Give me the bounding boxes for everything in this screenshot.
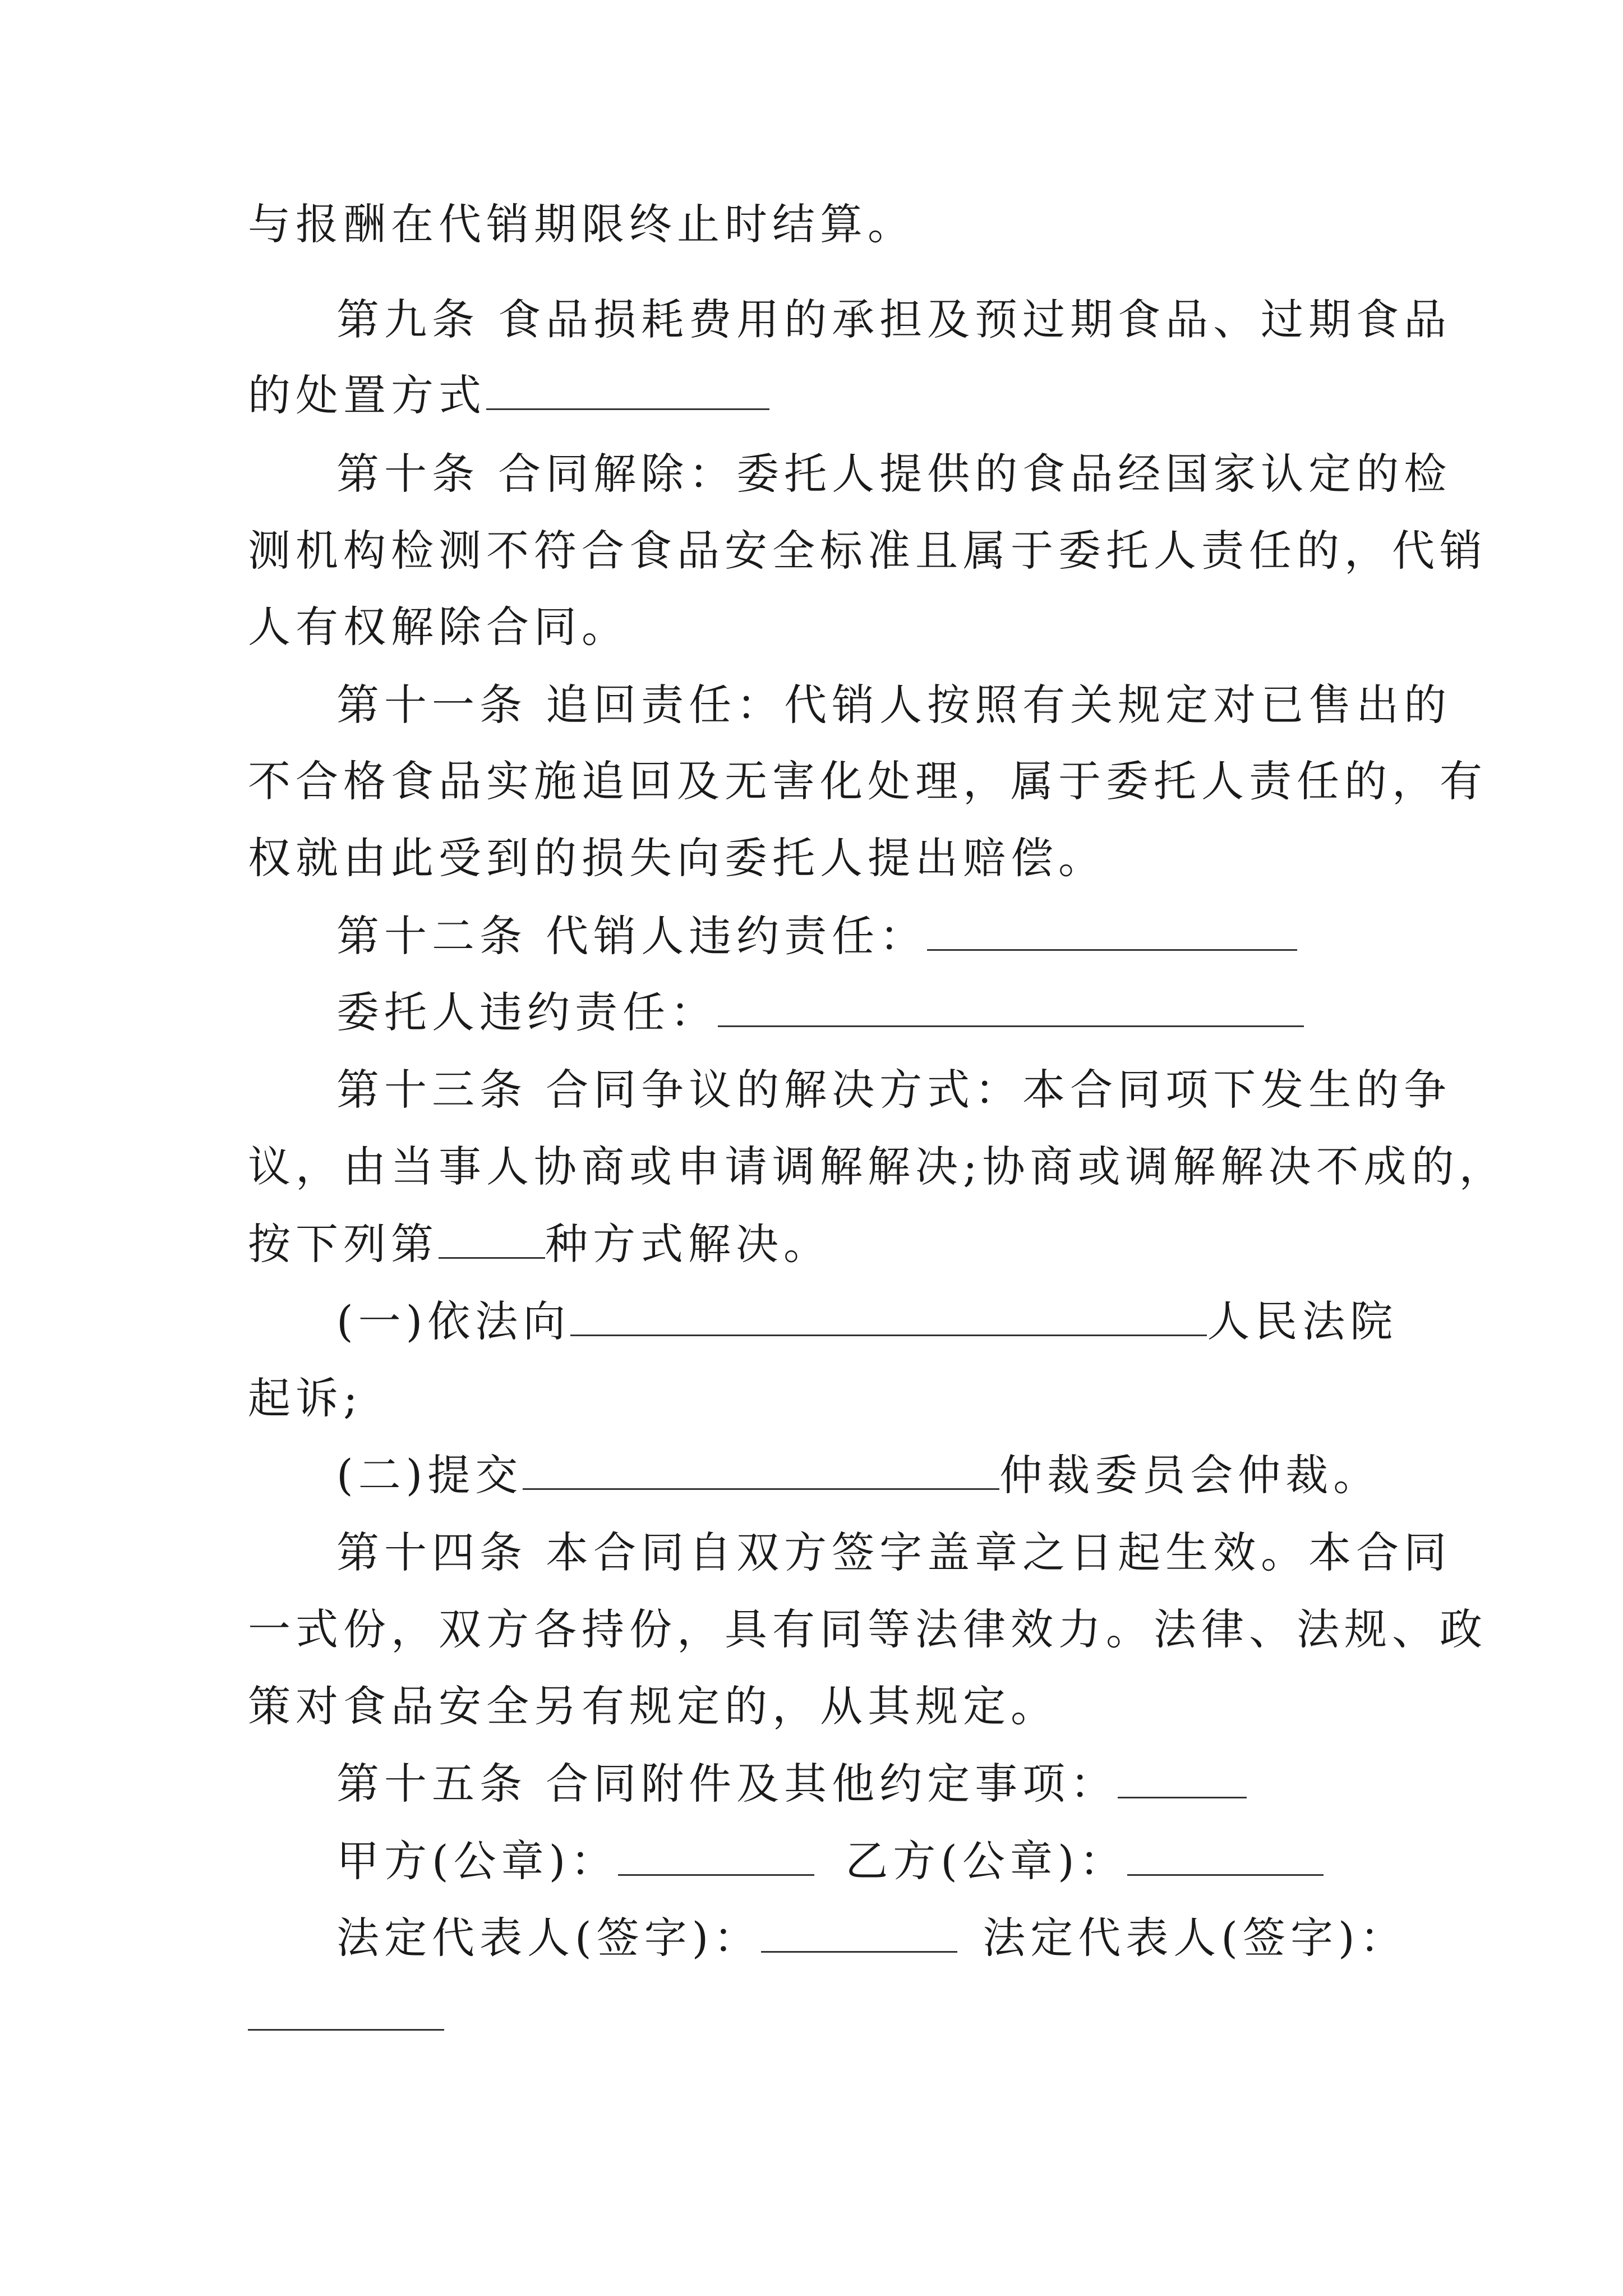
article-11-line-2: 不合格食品实施追回及无害化处理，属于委托人责任的，有: [248, 756, 1487, 806]
party-a-seal-blank[interactable]: [618, 1835, 814, 1876]
article-11-line-1: 第十一条 追回责任：代销人按照有关规定对已售出的: [336, 680, 1452, 730]
article-11-line-3: 权就由此受到的损失向委托人提出赔偿。: [248, 833, 1106, 883]
article-10-line-3: 人有权解除合同。: [248, 602, 629, 652]
rep-a-signature-blank[interactable]: [761, 1912, 957, 1953]
rep-a-signature-label: 法定代表人(签字)：: [336, 1913, 762, 1963]
disposal-method-blank[interactable]: [486, 369, 769, 410]
option-1-line-2: 起诉;: [248, 1373, 363, 1423]
article-13-line-3: 按下列第 种方式解决。: [248, 1219, 831, 1269]
article-14-line-1: 第十四条 本合同自双方签字盖章之日起生效。本合同: [336, 1527, 1452, 1577]
article-10-line-1: 第十条 合同解除：委托人提供的食品经国家认定的检: [336, 449, 1452, 499]
arbitration-commission-blank[interactable]: [523, 1449, 999, 1490]
article-9-line-1: 第九条 食品损耗费用的承担及预过期食品、过期食品: [336, 295, 1452, 344]
article-12-line-1: 第十二条 代销人违约责任：: [336, 908, 1297, 964]
option-1-line-1: (一)依法向 人民法院: [336, 1296, 1398, 1346]
article-12-line-2: 委托人违约责任：: [336, 984, 1304, 1041]
party-a-seal-label: 甲方(公章)：: [336, 1836, 619, 1886]
seller-liability-blank[interactable]: [927, 910, 1297, 951]
continuation-text: 与报酬在代销期限终止时结算。: [248, 199, 915, 249]
party-b-seal-label: 乙方(公章)：: [845, 1836, 1127, 1886]
representative-signatures-line: [336, 1910, 1408, 1966]
resolution-method-blank[interactable]: [439, 1218, 545, 1259]
article-13-line-2: 议，由当事人协商或申请调解解决;协商或调解解决不成的，: [248, 1142, 1507, 1191]
court-name-blank[interactable]: [570, 1295, 1207, 1336]
rep-b-signature-blank[interactable]: [248, 2029, 444, 2031]
attachments-blank[interactable]: [1118, 1757, 1247, 1798]
article-9-line-2: 的处置方式: [248, 367, 769, 424]
article-14-line-3: 策对食品安全另有规定的，从其规定。: [248, 1681, 1058, 1731]
article-10-line-2: 测机构检测不符合食品安全标准且属于委托人责任的，代销: [248, 526, 1487, 576]
party-b-seal-blank[interactable]: [1127, 1835, 1324, 1876]
party-seals-line: [336, 1833, 1324, 1889]
option-2-line: (二)提交 仲裁委员会仲裁。: [336, 1450, 1381, 1500]
article-13-line-1: 第十三条 合同争议的解决方式：本合同项下发生的争: [336, 1065, 1452, 1115]
consignor-liability-blank[interactable]: [718, 986, 1304, 1027]
article-14-line-2: 一式份，双方各持份，具有同等法律效力。法律、法规、政: [248, 1604, 1487, 1654]
rep-b-signature-label: 法定代表人(签字)：: [983, 1913, 1408, 1963]
article-15-line: 第十五条 合同附件及其他约定事项：: [336, 1756, 1247, 1812]
